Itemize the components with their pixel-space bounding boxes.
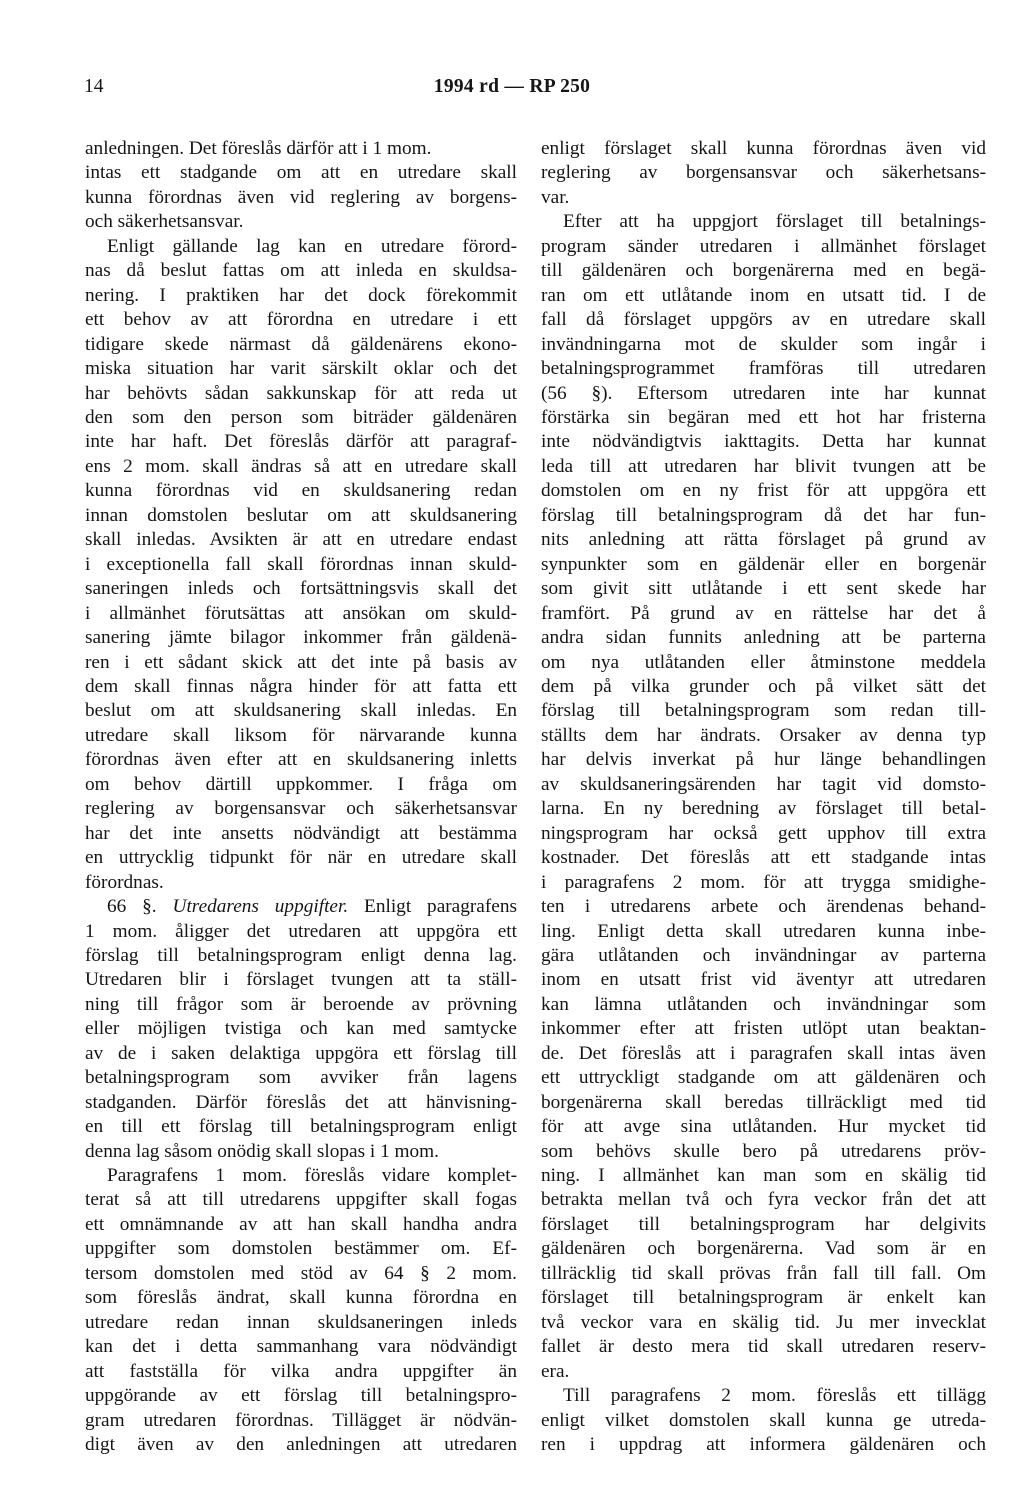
text-line: av skuldsaneringsärenden har tagit vid domsto- (541, 773, 986, 795)
text-line: till gäldenären och borgenärerna med en begä- (541, 260, 986, 282)
text-line: andra sidan funnits anledning att be parterna (541, 627, 986, 649)
text-line: kan det i detta sammanhang vara nödvändigt (85, 1336, 517, 1358)
left-column (85, 137, 517, 1457)
text-line: har delvis inverkat på hur länge behandlingen (541, 749, 986, 771)
text-line: förslag till betalningsprogram enligt denna lag. (85, 944, 517, 966)
text-line: om nya utlåtanden eller åtminstone meddela (541, 651, 986, 673)
text-line: sanering jämte bilagor inkommer från gäldenä- (85, 627, 517, 649)
text-line: inte har haft. Det föreslås därför att paragraf- (85, 431, 517, 453)
text-line: miska situation har varit särskilt oklar och det (85, 358, 517, 380)
text-line: utredare redan innan skuldsaneringen inleds (85, 1311, 517, 1333)
text-line: Utredaren blir i förslaget tvungen att ta ställ- (85, 969, 517, 991)
text-line: domstolen om en ny frist för att uppgöra ett (541, 480, 986, 502)
text-line: framfört. På grund av en rättelse har det å (541, 602, 986, 624)
text-line: saneringen inleds och fortsättningsvis skall det (85, 578, 517, 600)
text-line: ning till frågor som är beroende av prövning (85, 993, 517, 1015)
text-line: två veckor vara en skälig tid. Ju mer invecklat (541, 1311, 986, 1333)
text-line: en uttrycklig tidpunkt för när en utredare skall (85, 847, 517, 869)
text-line: en till ett förslag till betalningsprogram enligt (85, 1116, 517, 1138)
text-line: förordnas. (85, 871, 164, 893)
text-line: program sänder utredaren i allmänhet förslaget (541, 235, 986, 257)
text-line: ens 2 mom. skall ändras så att en utredare skall (85, 455, 517, 477)
text-line: borgenärerna skall beredas tillräckligt med tid (541, 1091, 986, 1113)
text-line: förslaget till betalningsprogram har delgivits (541, 1213, 986, 1235)
text-line: enligt vilket domstolen skall kunna ge utreda- (541, 1409, 986, 1431)
text-segment: 66 §. (107, 896, 173, 918)
text-line: beslut om att skuldsanering skall inledas. En (85, 700, 517, 722)
text-line: förslag till betalningsprogram som redan till- (541, 700, 986, 722)
text-line: enligt förslaget skall kunna förordnas även vid (541, 138, 986, 159)
text-line: betalningsprogram som avviker från lagens (85, 1067, 517, 1089)
text-line: synpunkter som en gäldenär eller en borgenär (541, 553, 986, 575)
text-line: förstärka sin begäran med ett hot har fristerna (541, 406, 986, 428)
text-line: betalningsprogrammet framföras till utredaren (541, 358, 986, 380)
text-line: denna lag såsom onödig skall slopas i 1 mom. (85, 1140, 439, 1162)
text-line: som föreslås ändrat, skall kunna förordna en (85, 1287, 517, 1309)
text-line: digt även av den anledningen att utredaren (85, 1434, 517, 1456)
text-line: (56 §). Eftersom utredaren inte har kunnat (541, 382, 986, 404)
text-line: intas ett stadgande om att en utredare skall (85, 162, 517, 184)
text-line: invändningarna mot de skulder som ingår i (541, 333, 986, 355)
text-line: betrakta mellan två och fyra veckor från det att (541, 1189, 986, 1211)
text-line: förslaget till betalningsprogram är enkelt kan (541, 1287, 986, 1309)
text-line: leda till att utredaren har blivit tvungen att be (541, 455, 986, 477)
text-line: tidigare skede närmast då gäldenärens ekono- (85, 333, 517, 355)
text-line: ett uttryckligt stadgande om att gäldenären och (541, 1067, 986, 1089)
page-header (0, 76, 1024, 102)
text-line: i paragrafens 2 mom. för att trygga smidighe- (541, 871, 986, 893)
text-line: av de i saken delaktiga uppgöra ett förslag till (85, 1042, 517, 1064)
text-line: reglering av borgensansvar och säkerhetsansvar (85, 798, 517, 820)
text-line: som givit sitt utlåtande i ett sent skede har (541, 578, 986, 600)
text-line: nas då beslut fattas om att inleda en skuldsa- (85, 260, 517, 282)
text-line: reglering av borgensansvar och säkerhetsans- (541, 162, 986, 184)
text-line: den som den person som biträder gäldenären (85, 406, 517, 428)
text-line: gära utlåtanden och invändningar av parterna (541, 944, 986, 966)
text-line: som behövs skulle bero på utredarens pröv- (541, 1140, 986, 1162)
page-number: 14 (84, 76, 104, 97)
text-line: ställts dem har ändrats. Orsaker av denna typ (541, 724, 986, 746)
text-line: i exceptionella fall skall förordnas innan skuld- (85, 553, 517, 575)
text-segment: Enligt paragrafens (348, 896, 517, 918)
text-line: Paragrafens 1 mom. föreslås vidare komplet- (107, 1165, 517, 1187)
text-line: era. (541, 1360, 570, 1382)
text-line: 1 mom. åligger det utredaren att uppgöra ett (85, 920, 517, 942)
text-line: Enligt gällande lag kan en utredare förord- (107, 235, 517, 257)
text-line: eller möjligen tvistiga och kan med samtycke (85, 1018, 517, 1040)
text-line: larna. En ny beredning av förslaget till betal- (541, 798, 986, 820)
text-line: terat så att till utredarens uppgifter skall fogas (85, 1189, 517, 1211)
text-line: tillräcklig tid skall prövas från fall till fall. Om (541, 1262, 986, 1284)
text-line: inom en utsatt frist vid äventyr att utredaren (541, 969, 986, 991)
text-line: uppgörande av ett förslag till betalningspro- (85, 1385, 517, 1407)
text-line (85, 895, 517, 919)
text-line: inte nödvändigtvis iakttagits. Detta har kunnat (541, 431, 986, 453)
text-line: dem skall finnas några hinder för att fatta ett (85, 675, 517, 697)
text-line: nering. I praktiken har det dock förekommit (85, 284, 517, 306)
text-line: utredare skall liksom för närvarande kunna (85, 724, 517, 746)
text-line: gram utredaren förordnas. Tillägget är nödvän- (85, 1409, 517, 1431)
text-line: förordnas även efter att en skuldsanering inletts (85, 749, 517, 771)
text-line: om behov därtill uppkommer. I fråga om (85, 773, 517, 795)
text-line: Efter att ha uppgjort förslaget till betalnings- (563, 211, 986, 233)
text-line: uppgifter som domstolen bestämmer om. Ef- (85, 1238, 517, 1260)
text-line: stadganden. Därför föreslås det att hänvisning- (85, 1091, 517, 1113)
text-line: innan domstolen beslutar om att skuldsanering (85, 504, 517, 526)
text-line: och säkerhetsansvar. (85, 211, 244, 233)
text-line: ett behov av att förordna en utredare i ett (85, 309, 517, 331)
text-line: kan lämna utlåtanden och invändningar som (541, 993, 986, 1015)
text-line: för att avge sina utlåtanden. Hur mycket tid (541, 1116, 986, 1138)
text-line: förslag till betalningsprogram då det har fun- (541, 504, 986, 526)
text-line: ning. I allmänhet kan man som en skälig tid (541, 1165, 986, 1187)
text-line: gäldenären och borgenärerna. Vad som är en (541, 1238, 986, 1260)
text-line: kostnader. Det föreslås att ett stadgande intas (541, 847, 986, 869)
text-line: fallet är desto mera tid skall utredaren reserv- (541, 1336, 986, 1358)
text-line: skall inledas. Avsikten är att en utredare endast (85, 529, 517, 551)
text-line: att fastställa för vilka andra uppgifter än (85, 1360, 517, 1382)
text-line: ren i ett sådant skick att det inte på basis av (85, 651, 517, 673)
text-line: inkommer efter att fristen utlöpt utan beaktan- (541, 1018, 986, 1040)
text-line: har behövts sådan sakkunskap för att reda ut (85, 382, 517, 404)
text-line: dem på vilka grunder och på vilket sätt det (541, 675, 986, 697)
text-line: kunna förordnas även vid reglering av borgens- (85, 186, 517, 208)
text-line: ling. Enligt detta skall utredaren kunna inbe- (541, 920, 986, 942)
text-line: ten i utredarens arbete och ärendenas behand- (541, 896, 986, 918)
text-line: fall då förslaget uppgörs av en utredare skall (541, 309, 986, 331)
text-line: ett omnämnande av att han skall handha andra (85, 1213, 517, 1235)
text-line: nits anledning att rätta förslaget på grund av (541, 529, 986, 551)
text-line: ran om ett utlåtande inom en utsatt tid. I de (541, 284, 986, 306)
text-line: i allmänhet förutsättas att ansökan om skuld- (85, 602, 517, 624)
section-heading: Utredarens uppgifter. (172, 896, 349, 918)
running-head: 1994 rd — RP 250 (433, 76, 591, 97)
text-line: Till paragrafens 2 mom. föreslås ett tillägg (563, 1385, 986, 1407)
right-column (541, 137, 986, 1457)
text-line: ningsprogram har också gett upphov till extra (541, 822, 986, 844)
text-line: anledningen. Det föreslås därför att i 1 mom. (85, 138, 432, 159)
text-line: var. (541, 186, 570, 208)
text-line: kunna förordnas vid en skuldsanering redan (85, 480, 517, 502)
text-line: de. Det föreslås att i paragrafen skall intas även (541, 1042, 986, 1064)
text-line: ren i uppdrag att informera gäldenären och (541, 1434, 986, 1456)
text-line: tersom domstolen med stöd av 64 § 2 mom. (85, 1262, 517, 1284)
text-line: har det inte ansetts nödvändigt att bestämma (85, 822, 517, 844)
